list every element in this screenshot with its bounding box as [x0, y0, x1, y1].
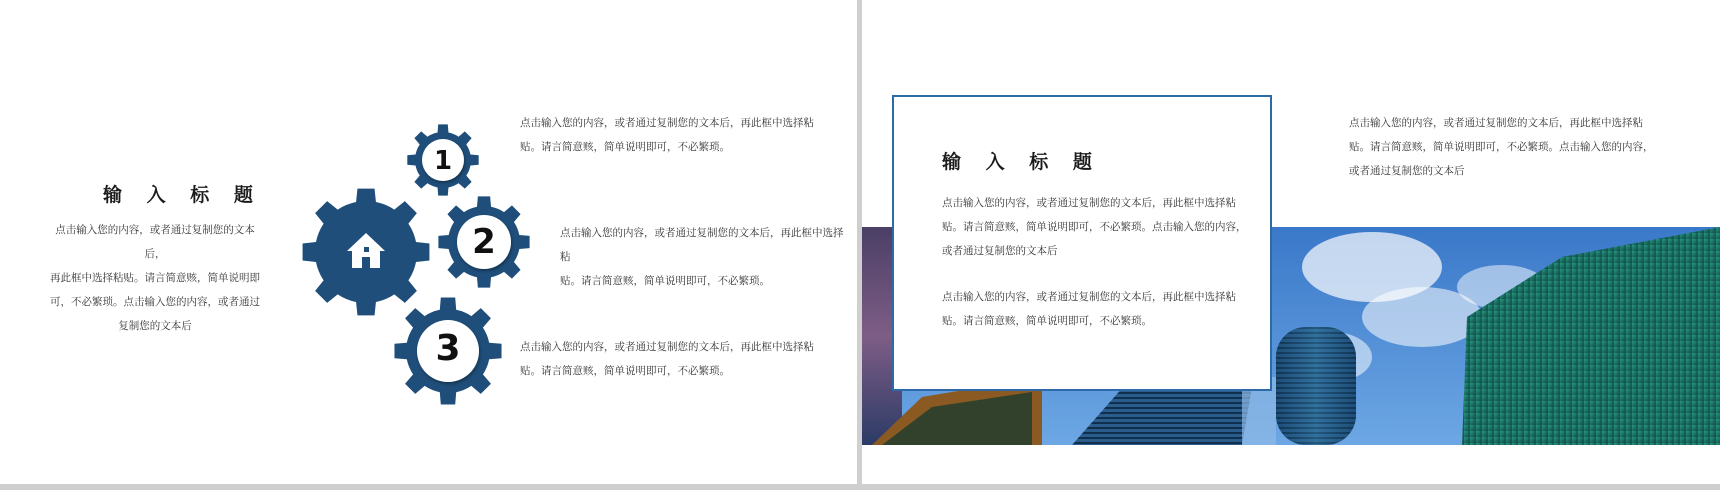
slide-left[interactable] — [0, 0, 857, 484]
card-title: 输 入 标 题 — [942, 151, 1101, 173]
item-2-text: 点击输入您的内容，或者通过复制您的文本后，再此框中选择粘 贴。请言简意赅，简单说明即可，不必繁琐。 — [560, 227, 844, 287]
left-intro-text: 点击输入您的内容，或者通过复制您的文本后， 再此框中选择粘贴。请言简意赅，简单说明即 可，不必繁琐。点击输入您的内容，或者通过 复制您的文本后 — [50, 224, 260, 332]
right-side-text: 点击输入您的内容，或者通过复制您的文本后，再此框中选择粘 贴。请言简意赅，简单说明即可，不必繁琐。点击输入您的内容， 或者通过复制您的文本后 — [1349, 117, 1654, 177]
slide-right[interactable] — [862, 0, 1720, 484]
left-title: 输 入 标 题 — [103, 184, 262, 206]
card-text-2: 点击输入您的内容，或者通过复制您的文本后，再此框中选择粘 贴。请言简意赅，简单说明即可，不必繁琐。 — [942, 291, 1236, 327]
gear-1-label: 1 — [433, 146, 453, 176]
card-text-1: 点击输入您的内容，或者通过复制您的文本后，再此框中选择粘 贴。请言简意赅，简单说明即可，不必繁琐。点击输入您的内容， 或者通过复制您的文本后 — [942, 197, 1247, 257]
gear-2-label: 2 — [472, 222, 496, 262]
gear-3-label: 3 — [435, 328, 461, 369]
gear-diagram — [290, 115, 530, 415]
item-1-text: 点击输入您的内容，或者通过复制您的文本后，再此框中选择粘 贴。请言简意赅，简单说明即可，不必繁琐。 — [520, 117, 814, 153]
item-3-text: 点击输入您的内容，或者通过复制您的文本后，再此框中选择粘 贴。请言简意赅，简单说明即可，不必繁琐。 — [520, 341, 814, 377]
content-card — [892, 95, 1272, 391]
